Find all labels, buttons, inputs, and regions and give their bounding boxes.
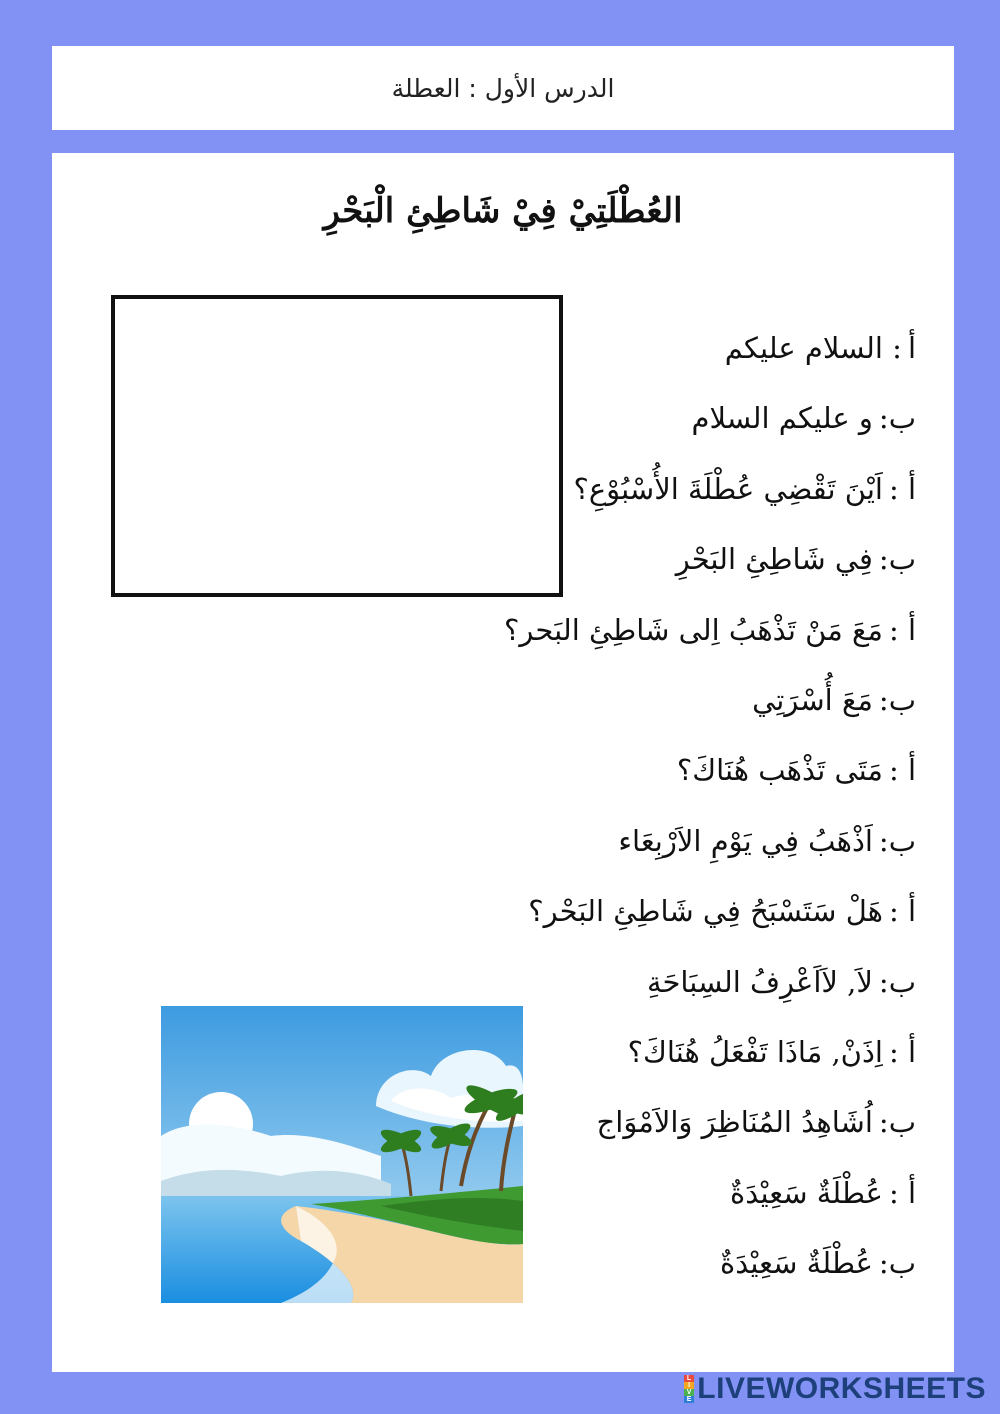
dialogue-text: لاَ, لاَاَعْرِفُ السِبَاحَةِ (646, 964, 873, 999)
dialogue-text: فِي شَاطِئِ البَحْرِ (675, 542, 873, 577)
speaker-label: أ : (888, 1175, 916, 1210)
liveworksheets-logo (684, 1375, 694, 1403)
dialogue-text: و عليكم السلام (691, 401, 873, 436)
dialogue-text: اَذْهَبُ فِي يَوْمِ الاَرْبِعَاء (618, 823, 873, 858)
dialogue-line (396, 454, 916, 524)
dialogue-line (396, 806, 916, 876)
watermark-text: LIVEWORKSHEETS (697, 1372, 986, 1405)
logo-letter: I (684, 1382, 694, 1389)
dialogue-text: اِذَنْ, مَاذَا تَفْعَلُ هُنَاكَ؟ (627, 1034, 883, 1069)
dialogue-text: مَتَى تَذْهَب هُنَاكَ؟ (676, 753, 883, 788)
worksheet-title: العُطْلَتِيْ فِيْ شَاطِئِ الْبَحْرِ (323, 191, 683, 231)
speaker-label: ب: (878, 682, 916, 717)
dialogue-text: عُطْلَةٌ سَعِيْدَةٌ (730, 1175, 883, 1210)
dialogue-text: عُطْلَةٌ سَعِيْدَةٌ (720, 1246, 873, 1281)
logo-letter: E (684, 1396, 694, 1403)
dialogue-line (396, 876, 916, 946)
dialogue-line (396, 524, 916, 594)
dialogue-line (396, 595, 916, 665)
dialogue-text: هَلْ سَتَسْبَحُ فِي شَاطِئِ البَحْر؟ (528, 894, 883, 929)
dialogue-text: اَيْنَ تَقْضِي عُطْلَةَ الأُسْبُوْعِ؟ (573, 471, 883, 506)
lesson-header (52, 46, 954, 130)
dialogue-text: : السلام عليكم (724, 331, 902, 365)
liveworksheets-watermark (684, 1372, 986, 1406)
dialogue-line (396, 665, 916, 735)
dialogue-line (396, 383, 916, 453)
worksheet-sheet (52, 153, 954, 1372)
logo-letter: V (684, 1389, 694, 1396)
lesson-title: الدرس الأول : العطلة (391, 73, 615, 103)
beach-illustration[interactable] (161, 1006, 523, 1303)
speaker-label: ب: (878, 1105, 916, 1140)
dialogue-line (396, 313, 916, 383)
speaker-label: أ (907, 331, 916, 365)
speaker-label: أ : (888, 1034, 916, 1069)
speaker-label: ب: (878, 401, 916, 436)
speaker-label: ب: (878, 964, 916, 999)
speaker-label: ب: (878, 823, 916, 858)
speaker-label: أ : (888, 753, 916, 788)
dialogue-text: مَعَ أُسْرَتِي (752, 682, 873, 717)
dialogue-text: مَعَ مَنْ تَذْهَبُ اِلى شَاطِئِ البَحر؟ (504, 612, 883, 647)
logo-letter: L (684, 1375, 694, 1382)
speaker-label: أ : (888, 894, 916, 929)
speaker-label: أ : (888, 471, 916, 506)
speaker-label: أ : (888, 612, 916, 647)
dialogue-line (396, 735, 916, 805)
dialogue-text: اُشَاهِدُ المُنَاظِرَ وَالاَمْوَاج (596, 1105, 873, 1140)
speaker-label: ب: (878, 542, 916, 577)
beach-illustration-graphic (161, 1006, 523, 1303)
speaker-label: ب: (878, 1246, 916, 1281)
